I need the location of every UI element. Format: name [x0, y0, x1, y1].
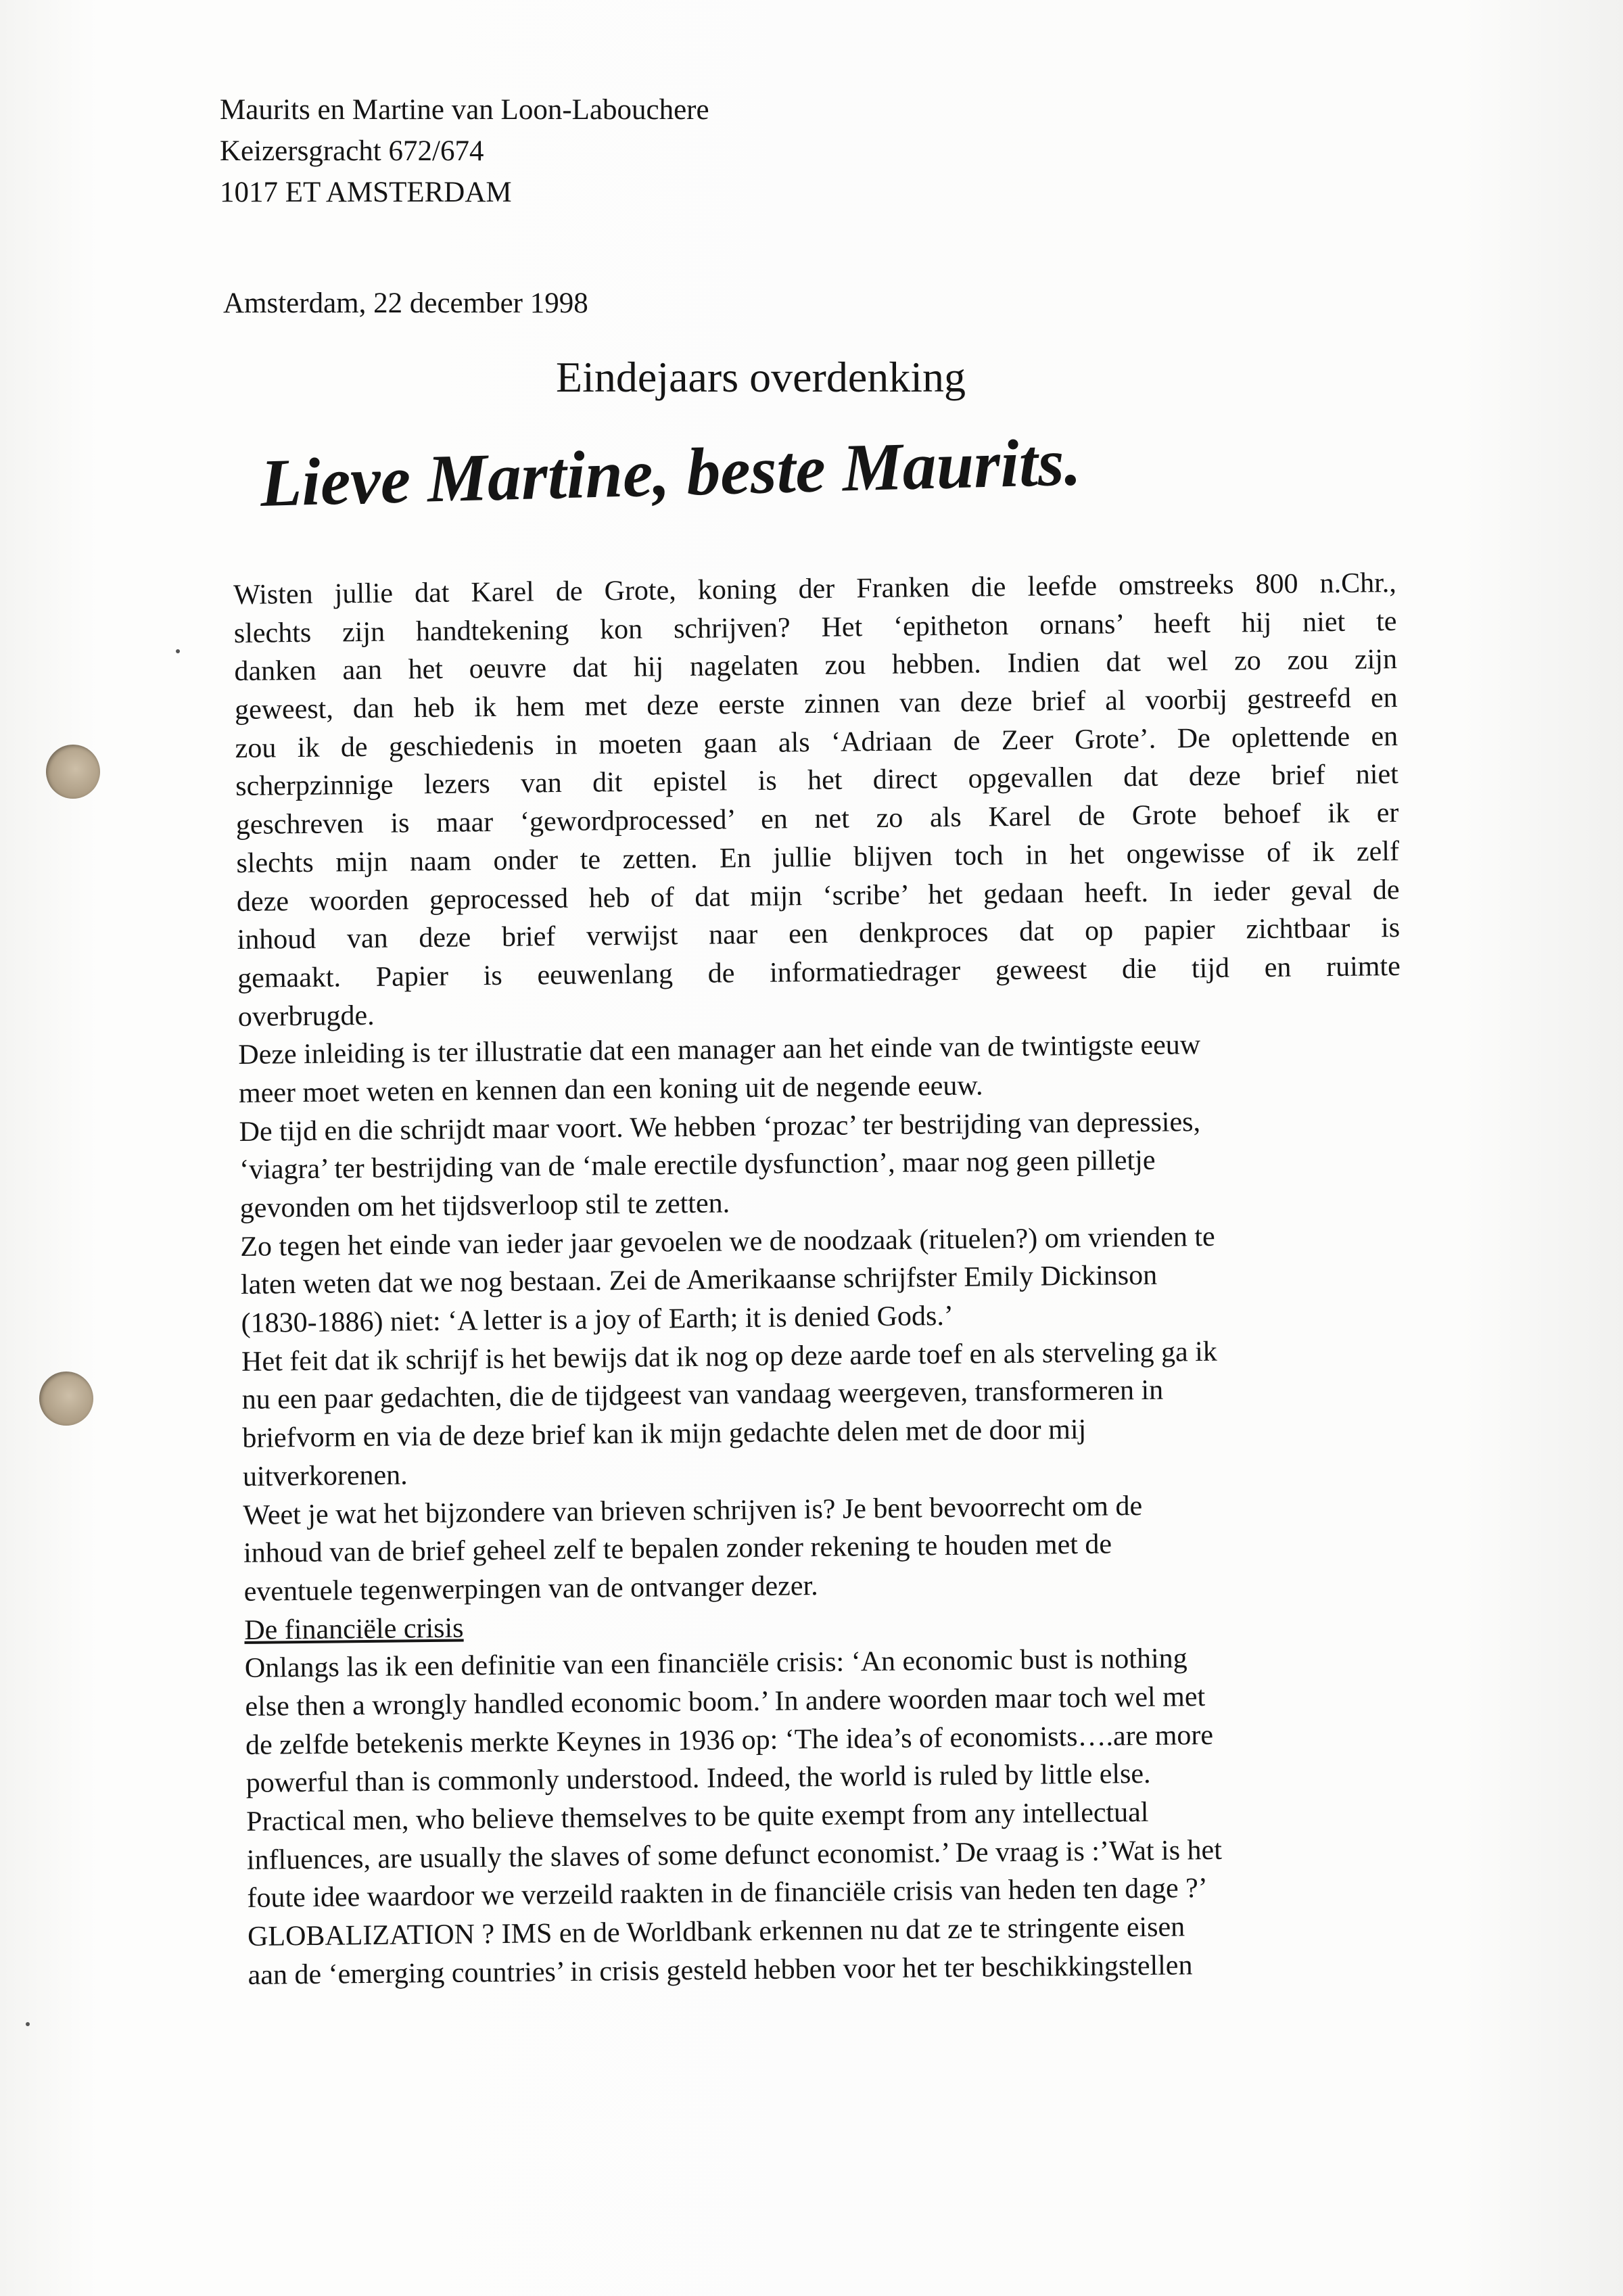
- letter-title: Eindejaars overdenking: [556, 353, 966, 401]
- sender-city: 1017 ET AMSTERDAM: [220, 177, 512, 208]
- body-line: Weet je wat het bijzondere van brieven schrijven is? Je bent bevoorrecht om de: [243, 1490, 1143, 1531]
- body-line: de zelfde betekenis merkte Keynes in 1936 op: ‘The idea’s of economists….are more: [245, 1719, 1214, 1761]
- body-line: briefvorm en via de deze brief kan ik mijn gedachte delen met de door mij: [242, 1413, 1087, 1455]
- body-line: slechts mijn naam onder te zetten. En jullie blijven toch in het ongewisse of ik zelf: [236, 835, 1400, 879]
- body-line: influences, are usually the slaves of some defunct economist.’ De vraag is :’Wat is het: [246, 1834, 1223, 1876]
- body-line: ‘viagra’ ter bestrijding van de ‘male erectile dysfunction’, maar nog geen pilletje: [239, 1145, 1156, 1186]
- body-line: nu een paar gedachten, die de tijdgeest van vandaag weergeven, transformeren in: [241, 1375, 1164, 1416]
- sender-street: Keizersgracht 672/674: [220, 135, 484, 167]
- body-line: GLOBALIZATION ? IMS en de Worldbank erkennen nu dat ze te stringente eisen: [247, 1911, 1185, 1952]
- body-line: Zo tegen het einde van ieder jaar gevoelen we de noodzaak (rituelen?) om vrienden te: [240, 1221, 1215, 1263]
- body-line: deze woorden geprocessed heb of dat mijn ‘scribe’ het gedaan heeft. In ieder geval de: [236, 874, 1400, 918]
- body-line: slechts zijn handtekening kon schrijven? Het ‘epitheton ornans’ heeft hij niet te: [233, 605, 1397, 649]
- body-line: else then a wrongly handled economic boom.’ In andere woorden maar toch wel met: [245, 1681, 1206, 1723]
- letter-body: [233, 564, 1411, 1994]
- body-line: gemaakt. Papier is eeuwenlang de informatiedrager geweest die tijd en ruimte: [237, 950, 1401, 994]
- letter-date: Amsterdam, 22 december 1998: [223, 287, 588, 319]
- body-line: eventuele tegenwerpingen van de ontvanger dezer.: [243, 1570, 818, 1608]
- body-line: overbrugde.: [237, 1000, 375, 1033]
- speck: [176, 649, 180, 653]
- body-line: Deze inleiding is ter illustratie dat een manager aan het einde van de twintigste eeuw: [238, 1029, 1201, 1071]
- body-line: gevonden om het tijdsverloop stil te zetten.: [239, 1188, 730, 1224]
- body-line: zou ik de geschiedenis in moeten gaan als ‘Adriaan de Zeer Grote’. De oplettende en: [235, 720, 1398, 764]
- punch-hole: [46, 745, 100, 799]
- punch-hole: [39, 1372, 93, 1426]
- body-line: Het feit dat ik schrijf is het bewijs dat ik nog op deze aarde toef en als sterveling ga ik: [241, 1336, 1218, 1378]
- body-line: geschreven is maar ‘gewordprocessed’ en net zo als Karel de Grote behoef ik er: [235, 797, 1399, 841]
- body-line: powerful than is commonly understood. Indeed, the world is ruled by little else.: [245, 1758, 1151, 1800]
- sender-address: [220, 89, 709, 213]
- body-line: geweest, dan heb ik hem met deze eerste zinnen van deze brief al voorbij gestreefd en: [234, 682, 1398, 726]
- section-heading: De financiële crisis: [244, 1612, 464, 1646]
- body-line: danken aan het oeuvre dat hij nagelaten zou hebben. Indien dat wel zo zou zijn: [234, 644, 1398, 688]
- body-line: De tijd en die schrijdt maar voort. We hebben ‘prozac’ ter bestrijding van depressies,: [239, 1106, 1201, 1148]
- body-line: inhoud van deze brief verwijst naar een denkproces dat op papier zichtbaar is: [237, 912, 1401, 956]
- body-line: uitverkorenen.: [242, 1459, 408, 1493]
- body-line: Onlangs las ik een definitie van een financiële crisis: ‘An economic bust is nothing: [244, 1643, 1187, 1685]
- body-line: laten weten dat we nog bestaan. Zei de Amerikaanse schrijfster Emily Dickinson: [240, 1260, 1158, 1301]
- body-line: aan de ‘emerging countries’ in crisis gesteld hebben voor het ter beschikkingstellen: [248, 1950, 1193, 1991]
- body-line: scherpzinnige lezers van dit epistel is het direct opgevallen dat deze brief niet: [235, 759, 1399, 803]
- body-line: Practical men, who believe themselves to be quite exempt from any intellectual: [246, 1796, 1149, 1837]
- body-line: (1830-1886) niet: ‘A letter is a joy of Earth; it is denied Gods.’: [241, 1300, 954, 1340]
- body-line: Wisten jullie dat Karel de Grote, koning der Franken die leefde omstreeks 800 n.Chr.,: [233, 567, 1397, 611]
- sender-name: Maurits en Martine van Loon-Labouchere: [220, 94, 709, 126]
- body-line: meer moet weten en kennen dan een koning uit de negende eeuw.: [238, 1070, 983, 1109]
- speck: [26, 2022, 30, 2026]
- handwritten-salutation: Lieve Martine, beste Maurits.: [259, 424, 1082, 521]
- body-line: inhoud van de brief geheel zelf te bepalen zonder rekening te houden met de: [243, 1528, 1112, 1570]
- body-line: foute idee waardoor we verzeild raakten in de financiële crisis van heden ten dage ?’: [247, 1873, 1208, 1915]
